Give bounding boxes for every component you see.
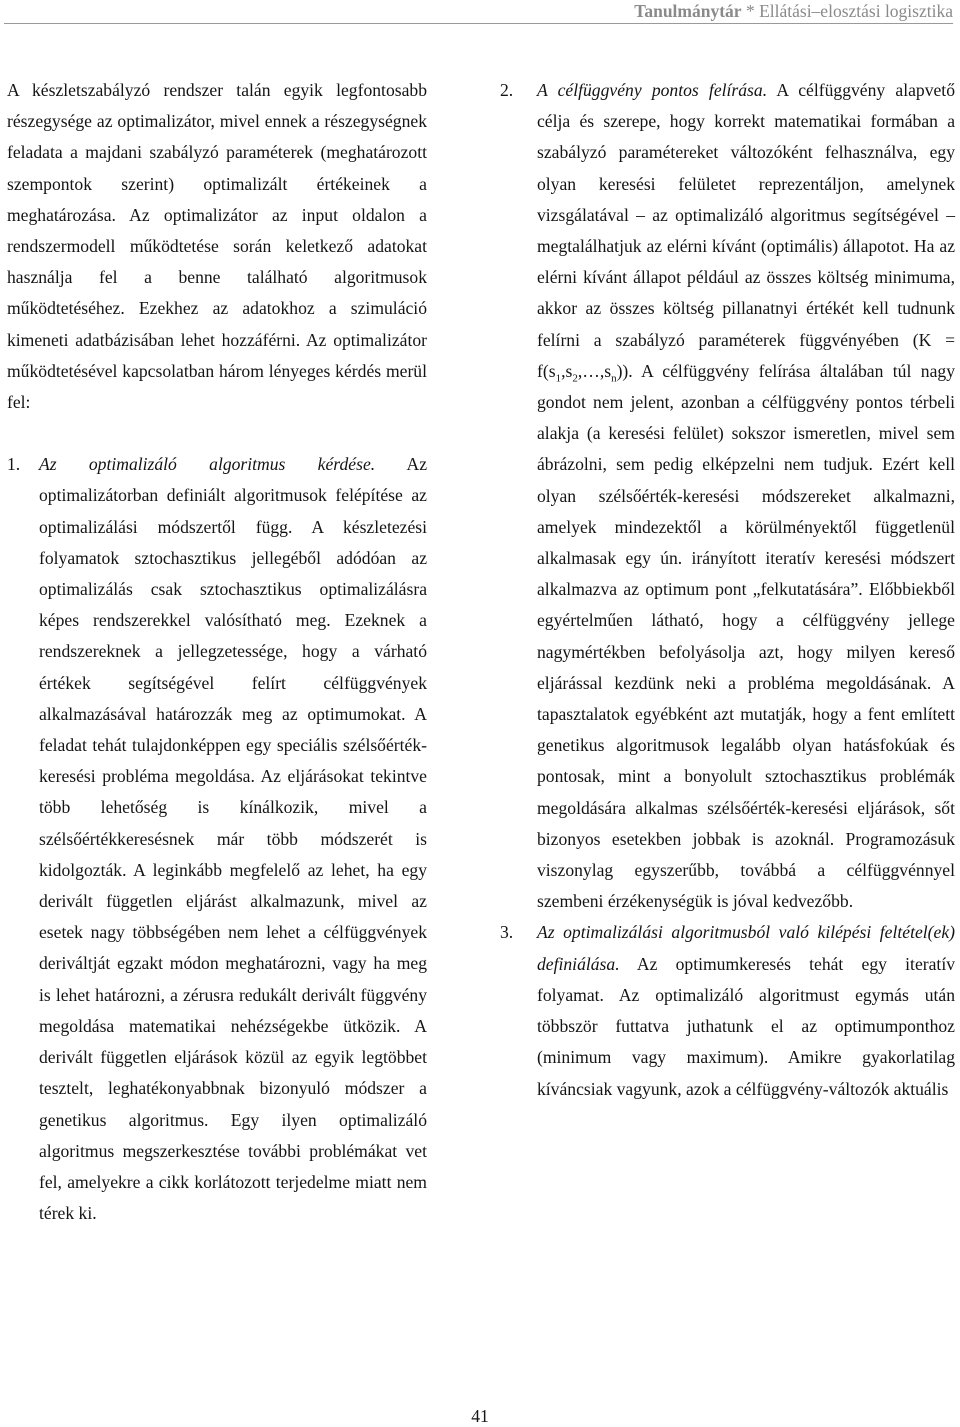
list-item-2-body-b: )). A célfüggvény felírása általában túl nagy gondot nem jelent, azonban a célfüggvény pontos térbeli alakja (a keresési felület) sokszor ismeretlen, mivel sem ábrázolni, sem pedig elképzelni nem tudjuk. Ezért kell olyan szélsőérték-keresési módszereket alkalmazni, amelyek mindezektől a körülményektől függetlenül alkalmasak egy ún. irányított iteratív keresési módszert alkalmazva az optimum pont „felkutatására”. Előbbiekből egyértelműen látható, hogy a célfüggvény jellege nagymértékben befolyásolja azt, hogy milyen kereső eljárással kezdünk neki a probléma megoldásának. A tapasztalatok egyébként azt mutatják, hogy a fent említett genetikus algoritmusok legalább olyan hatásfokúak és pontosak, mint a bonyolult sztochasztikus problémák megoldására alkalmas szélsőérték-keresési eljárások, sőt bizonyos esetekben jobbak is azoknál. Programozásuk viszonylag egyszerűbb, továbbá a célfüggvénnyel szembeni érzékenységük is jóval kedvezőbb. xyxy=(537,360,955,912)
page-number: 41 xyxy=(471,1406,489,1426)
subscript-2: 2 xyxy=(572,372,578,385)
list-number-1: 1. xyxy=(7,454,21,475)
subscript-1: 1 xyxy=(555,372,562,385)
section-name: Ellátási–elosztási logisztika xyxy=(759,1,953,21)
running-header xyxy=(0,0,960,22)
left-column xyxy=(7,75,427,1229)
list-item-2-text xyxy=(537,75,955,917)
journal-name: Tanulmánytár xyxy=(634,1,742,21)
formula-ellipsis: ,…,s xyxy=(577,360,612,381)
list-item-1 xyxy=(7,449,427,1229)
header-separator: * xyxy=(741,1,760,21)
list-item-3-body: Az optimumkeresés tehát egy iteratív folyamat. Az optimalizáló algoritmust egymás után többször futtatva juthatunk el az optimumponthoz (minimum vagy maximum). Amikre gyakorlatilag kíváncsiak vagyunk, azok a célfüggvény-változók aktuális xyxy=(537,953,956,1099)
formula-comma: ,s xyxy=(561,360,573,381)
list-item-1-title: Az optimalizáló algoritmus kérdése. xyxy=(39,454,376,475)
list-item-2-body-a: A célfüggvény alapvető célja és szerepe, hogy korrekt matematikai formában a szabályzó paramétereket változóként felhasználva, egy olyan keresési felületet reprezentáljon, amelynek vizsgálatával – az optimalizáló algoritmus segítségével – megtalálhatjuk az elérni kívánt (optimális) állapotot. Ha az elérni kívánt állapot például az összes költség minimuma, akkor az összes költség pillanatnyi értékét kell tudnunk felírni a szabályzó paraméterek függvényében (K = f(s xyxy=(537,80,955,381)
list-item-1-body: Az optimalizátorban definiált algoritmusok felépítése az optimalizálási módszertől függ. A készletezési folyamatok sztochasztikus jellegéből adódóan az optimalizálás csak sztochasztikus optimalizálásra képes rendszerekkel valósítható meg. Ezeknek a rendszereknek a jellegzetessége, hogy a várható értékek segítségével felírt célfüggvények alkalmazásával határozzák meg az optimumokat. A feladat tehát tulajdonképpen egy speciális szélsőérték-keresési probléma megoldása. Az eljárásokat tekintve több lehetőség is kínálkozik, mivel a szélsőértékkeresésnek már több módszerét is kidolgozták. A leginkább megfelelő az lehet, ha egy derivált független eljárást alkalmazunk, mivel az esetek nagy többségében nem lehet a célfüggvények deriváltját egzakt módon meghatározni, vagy ha meg is lehet határozni, a zérusra redukált derivált függvény megoldása matematikai nehézségekbe ütközik. A derivált független eljárások közül az egyik legtöbbet tesztelt, leghatékonyabbnak bizonyuló módszer a genetikus algoritmus. Egy ilyen optimalizáló algoritmus megszerkesztése további problémákat vet fel, amelyekre a cikk korlátozott terjedelme miatt nem térek ki. xyxy=(39,454,427,1224)
list-item-3-title: Az optimalizálási algoritmusból való kilépési feltétel(ek) definiálása. xyxy=(537,922,955,974)
paragraph-gap xyxy=(7,418,427,449)
list-item-1-text xyxy=(39,449,427,1229)
header-rule xyxy=(4,23,953,24)
right-column xyxy=(500,75,955,1105)
subscript-n: n xyxy=(611,372,617,385)
list-item-3-text xyxy=(537,917,955,1104)
list-item-2-title: A célfüggvény pontos felírása. xyxy=(537,80,768,100)
intro-paragraph: A készletszabályzó rendszer talán egyik legfontosabb részegysége az optimalizátor, mivel ennek a részegységnek feladata a majdani szabályzó paraméterek (meghatározott szempontok szerint) optimalizált értékeinek a meghatározása. Az optimalizátor az input oldalon a rendszermodell működtetése során keletkező adatokat használja fel a benne található algoritmusok működtetéséhez. Ezekhez az adatokhoz a szimuláció kimeneti adatbázisában lehet hozzáférni. Az optimalizátor működtetésével kapcsolatban három lényeges kérdés merül fel: xyxy=(7,80,427,413)
list-number-2: 2. xyxy=(500,80,514,100)
list-item-2 xyxy=(500,75,955,917)
list-number-3: 3. xyxy=(500,922,514,943)
list-item-3 xyxy=(500,917,955,1104)
